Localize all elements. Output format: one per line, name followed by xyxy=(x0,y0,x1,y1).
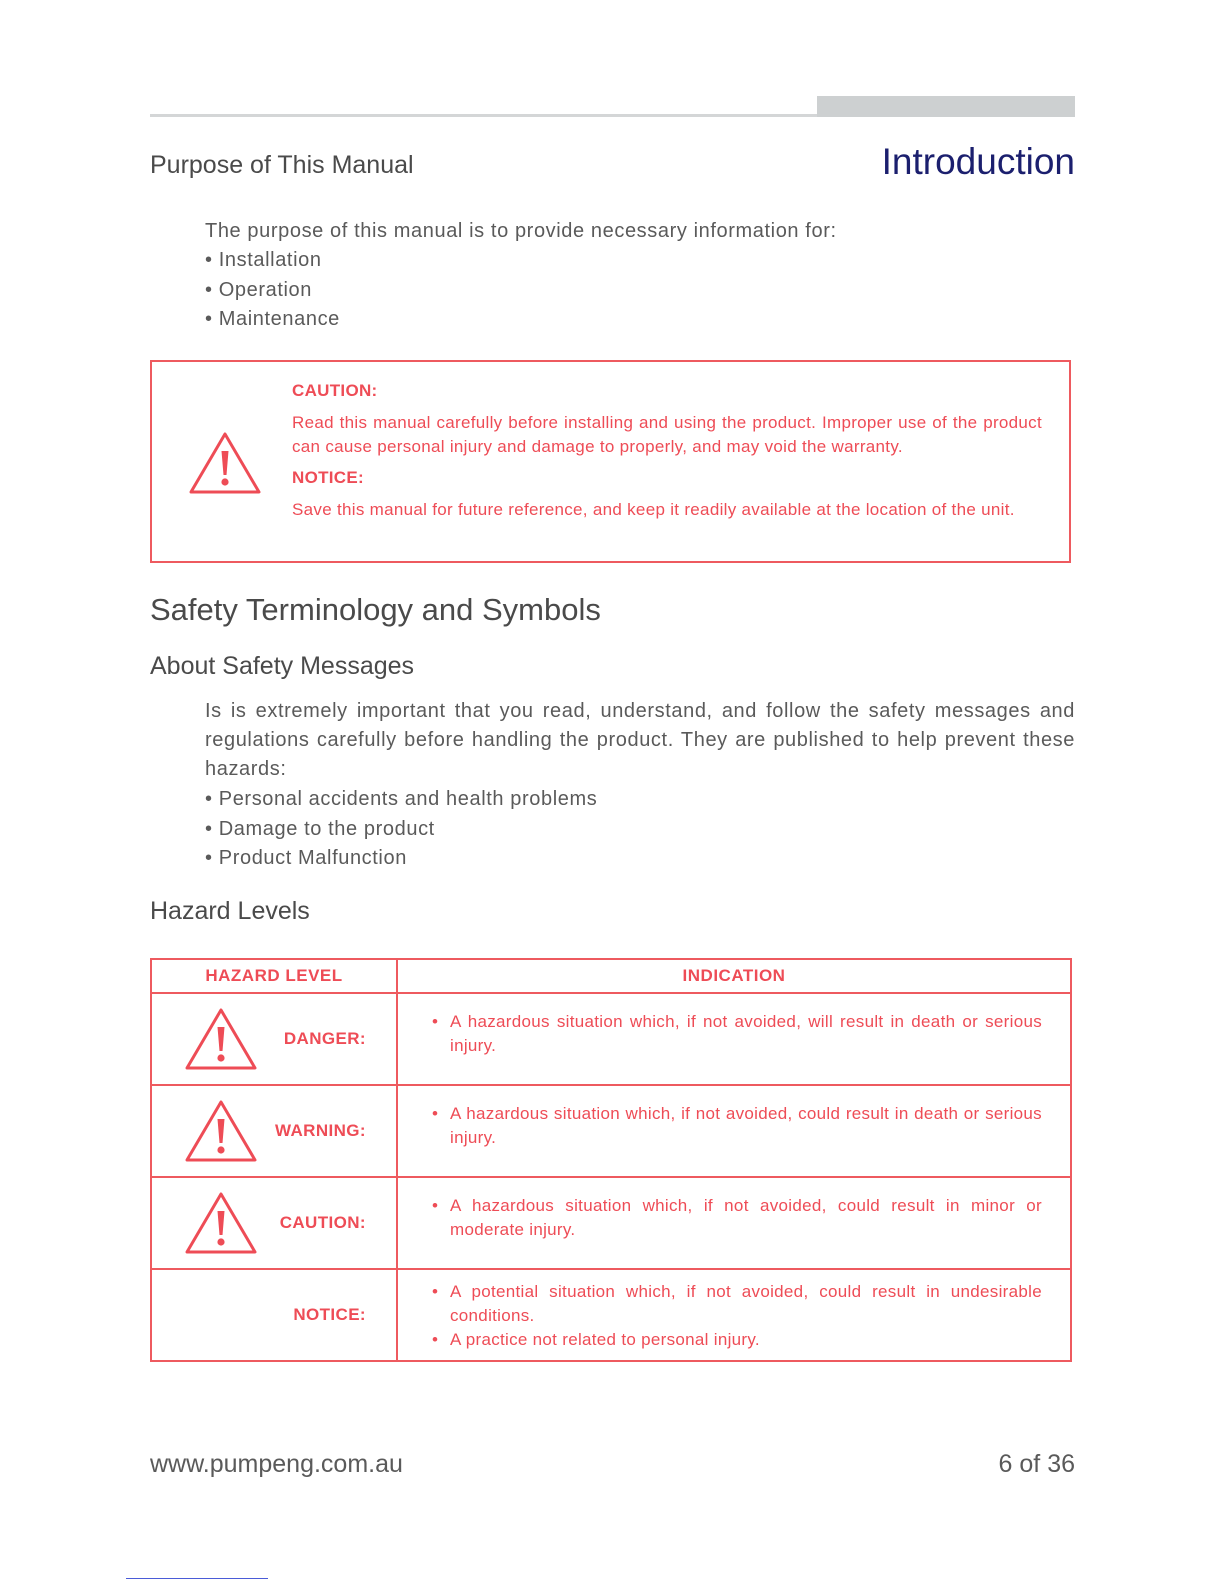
level-cell xyxy=(151,1085,397,1177)
list-item: • A practice not related to personal injury. xyxy=(432,1328,1042,1352)
column-header-level: HAZARD LEVEL xyxy=(151,959,397,993)
level-cell xyxy=(151,1177,397,1269)
hazard-level-name: CAUTION: xyxy=(279,1213,366,1232)
list-item: • Operation xyxy=(205,276,340,306)
hazard-levels-table xyxy=(150,958,1072,1362)
level-cell xyxy=(151,1269,397,1361)
list-item: • Maintenance xyxy=(205,305,340,335)
purpose-heading: Purpose of This Manual xyxy=(150,151,414,179)
table-row xyxy=(151,993,1071,1085)
about-safety-heading: About Safety Messages xyxy=(150,652,415,680)
notice-label: NOTICE: xyxy=(292,468,364,487)
footer-url[interactable]: www.pumpeng.com.au xyxy=(150,1450,403,1478)
indication-cell xyxy=(397,1269,1071,1361)
caution-label: CAUTION: xyxy=(292,381,378,400)
table-header-row xyxy=(151,959,1071,993)
list-item: • A hazardous situation which, if not avoided, will result in death or serious injury. xyxy=(432,1010,1042,1058)
indication-cell xyxy=(397,1085,1071,1177)
list-item: • Damage to the product xyxy=(205,815,597,845)
list-item: • Personal accidents and health problems xyxy=(205,785,597,815)
notice-text: Save this manual for future reference, and keep it readily available at the location of the unit. xyxy=(292,500,1015,519)
caution-text: Read this manual carefully before installing and using the product. Improper use of the product can cause personal injury and damage to properly, and may void the warranty. xyxy=(292,413,1042,456)
list-item: • A hazardous situation which, if not avoided, could result in death or serious injury. xyxy=(432,1102,1042,1150)
column-header-indication: INDICATION xyxy=(397,959,1071,993)
table-row xyxy=(151,1177,1071,1269)
warning-triangle-icon xyxy=(184,1006,258,1072)
list-item: • A potential situation which, if not avoided, could result in undesirable conditions. xyxy=(432,1280,1042,1328)
hazard-level-name: NOTICE: xyxy=(293,1305,366,1324)
page-number: 6 of 36 xyxy=(998,1450,1075,1478)
table-row xyxy=(151,1085,1071,1177)
header-tab xyxy=(817,96,1075,117)
caution-notice-box xyxy=(150,360,1071,563)
indication-cell xyxy=(397,1177,1071,1269)
warning-triangle-icon xyxy=(188,430,262,496)
purpose-intro: The purpose of this manual is to provide necessary information for: xyxy=(205,220,837,242)
safety-heading: Safety Terminology and Symbols xyxy=(150,592,601,627)
purpose-list xyxy=(205,246,340,335)
section-title: Introduction xyxy=(881,141,1075,182)
level-cell xyxy=(151,993,397,1085)
list-item: • Installation xyxy=(205,246,340,276)
hazards-list xyxy=(205,785,597,874)
about-safety-text: Is is extremely important that you read, understand, and follow the safety messages and regulations carefully before handling the product. They are published to help prevent these hazards: xyxy=(205,700,1075,780)
list-item: • A hazardous situation which, if not avoided, could result in minor or moderate injury. xyxy=(432,1194,1042,1242)
hazard-level-name: WARNING: xyxy=(274,1121,366,1140)
indication-cell xyxy=(397,993,1071,1085)
table-row xyxy=(151,1269,1071,1361)
warning-triangle-icon xyxy=(184,1190,258,1256)
list-item: • Product Malfunction xyxy=(205,844,597,874)
hazard-level-name: DANGER: xyxy=(283,1029,366,1048)
hazard-levels-heading: Hazard Levels xyxy=(150,897,310,925)
warning-triangle-icon xyxy=(184,1098,258,1164)
bottom-rule xyxy=(126,1578,268,1579)
